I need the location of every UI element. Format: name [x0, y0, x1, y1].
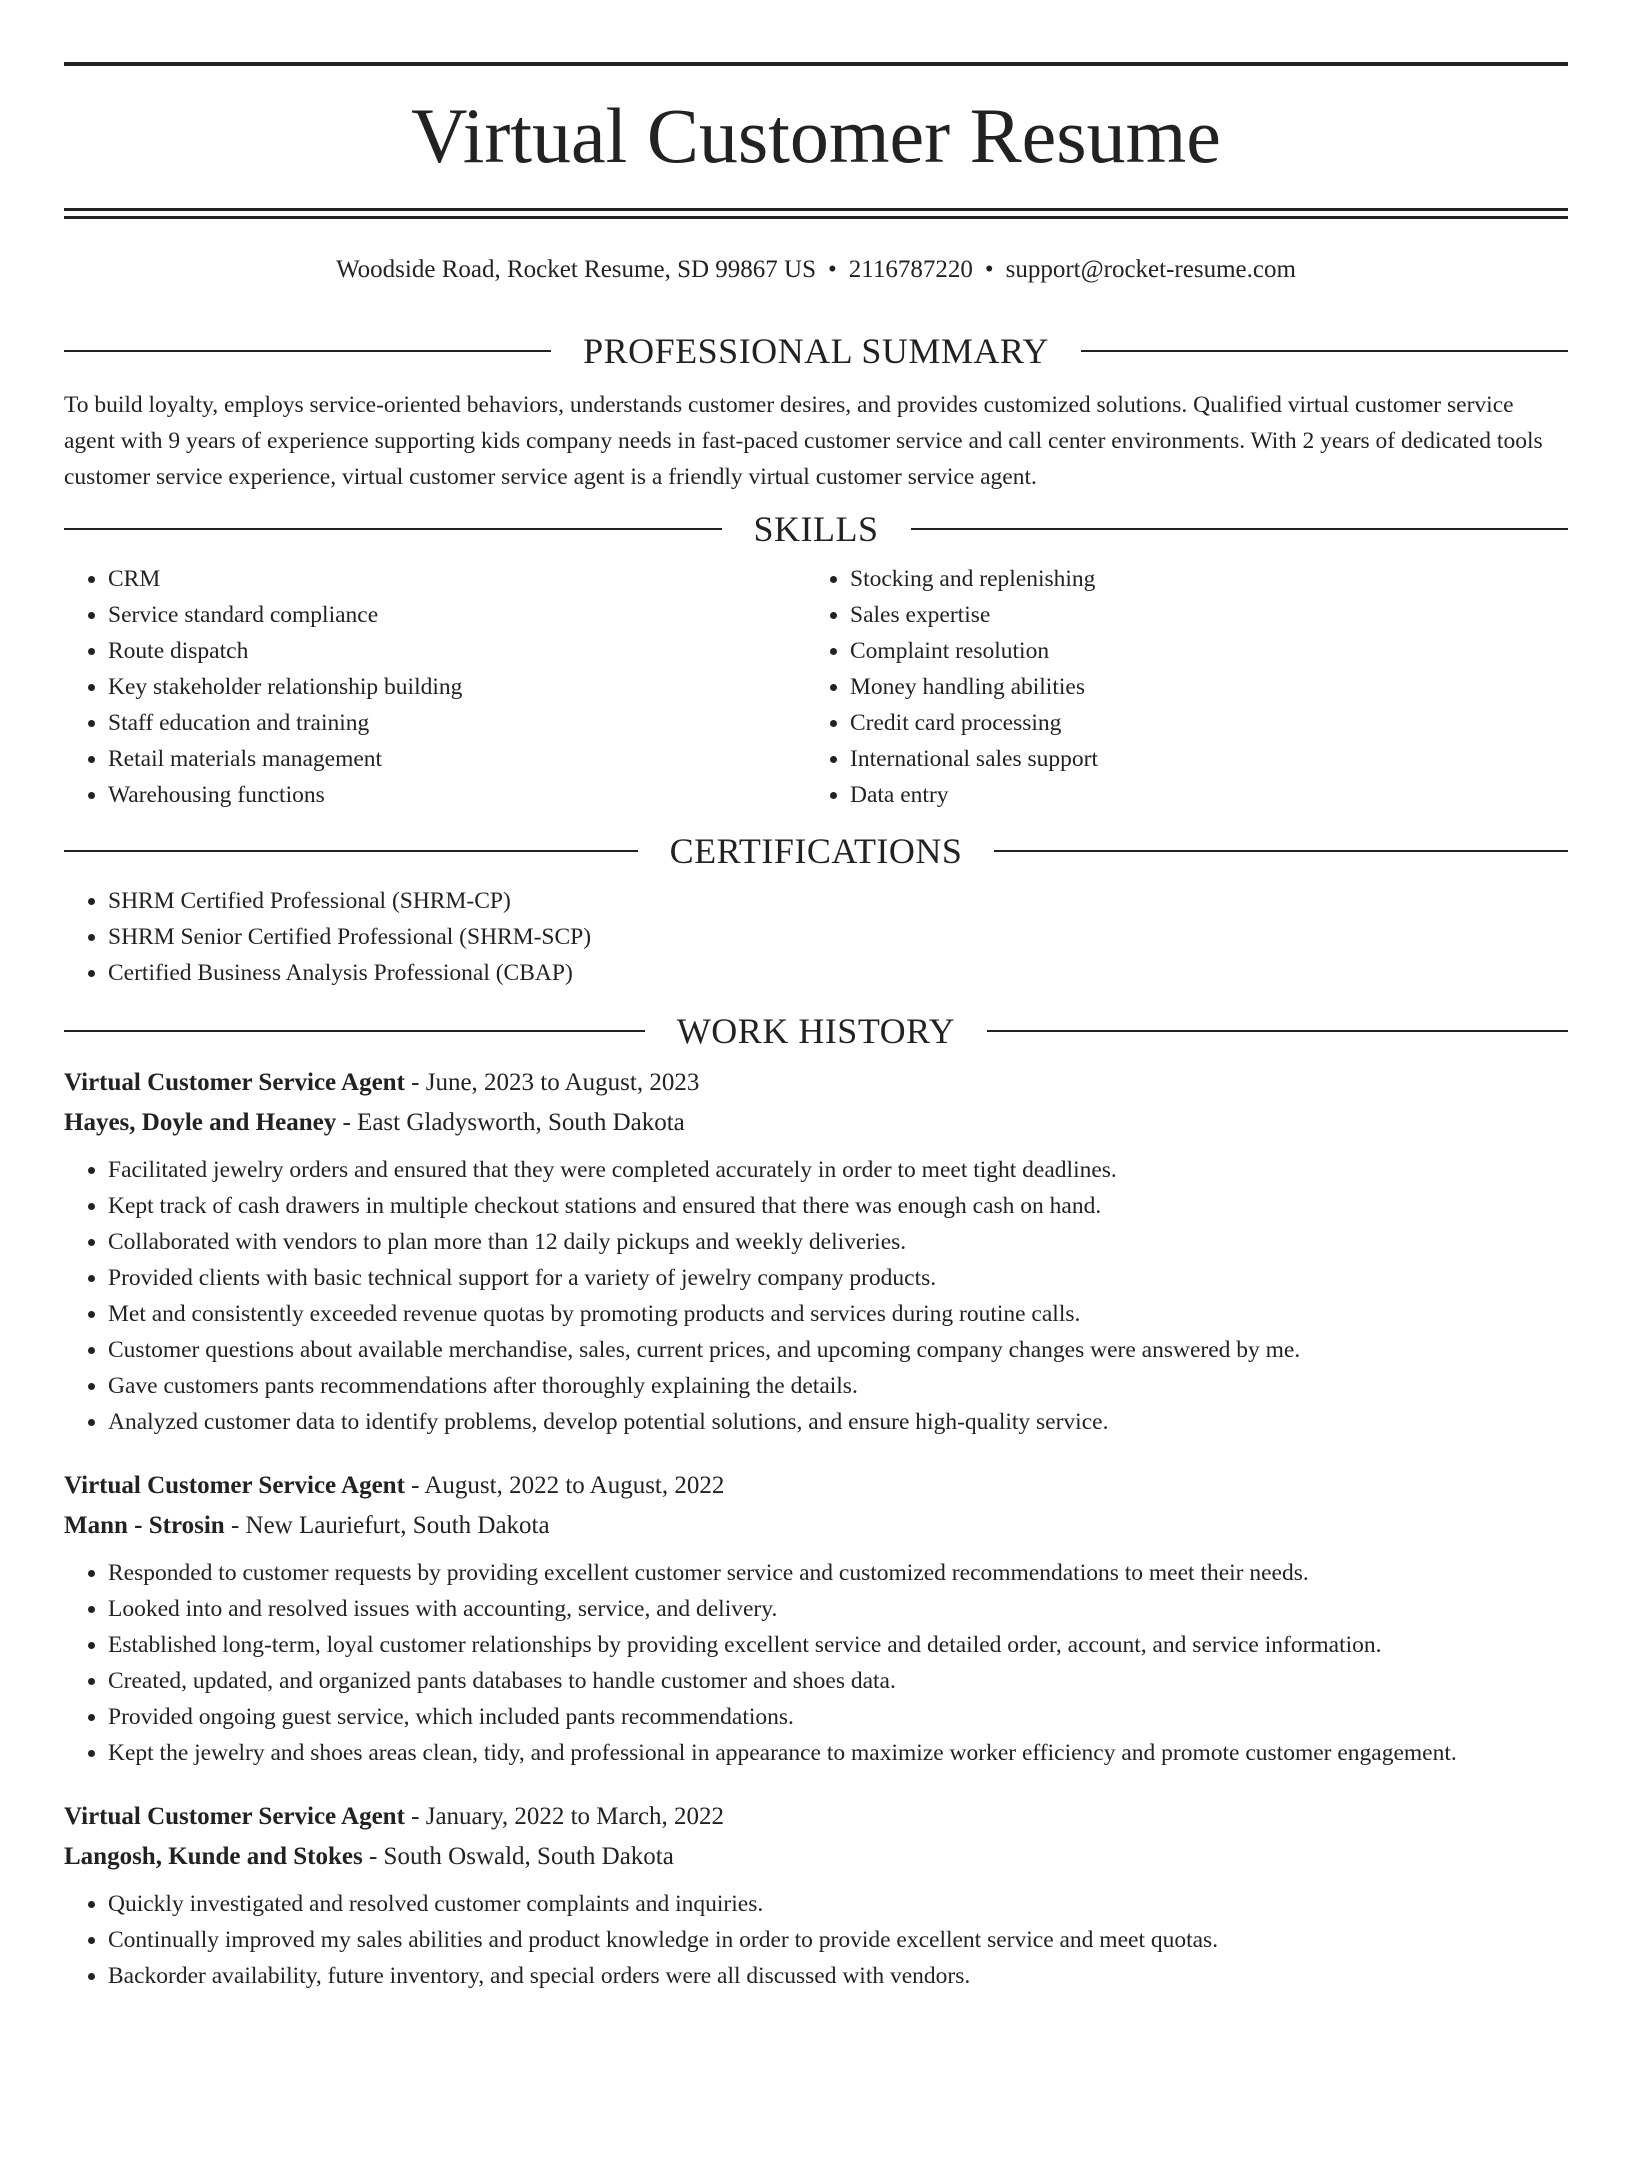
- skills-column-right: [806, 561, 1548, 813]
- skill-item: • Retail materials management: [108, 741, 806, 777]
- contact-separator: •: [984, 256, 994, 283]
- certifications-list: [64, 883, 1568, 991]
- job-title-line: [64, 1063, 1568, 1103]
- skill-item: • Staff education and training: [108, 705, 806, 741]
- job-duty-item: • Gave customers pants recommendations after thoroughly explaining the details.: [108, 1368, 1568, 1404]
- job-duty-item: • Backorder availability, future inventory, and special orders were all discussed with vendors.: [108, 1958, 1568, 1994]
- job-company: Langosh, Kunde and Stokes: [64, 1843, 363, 1870]
- skills-heading: SKILLS: [753, 509, 879, 549]
- certifications-heading: CERTIFICATIONS: [669, 831, 963, 871]
- summary-heading: PROFESSIONAL SUMMARY: [583, 331, 1049, 371]
- job-duty-item: • Responded to customer requests by providing excellent customer service and customized recommendations to meet their needs.: [108, 1555, 1568, 1591]
- job-dates: - June, 2023 to August, 2023: [404, 1069, 700, 1096]
- job-duty-item: • Analyzed customer data to identify problems, develop potential solutions, and ensure high-quality service.: [108, 1404, 1568, 1440]
- job-duty-item: • Quickly investigated and resolved customer complaints and inquiries.: [108, 1886, 1568, 1922]
- summary-text: To build loyalty, employs service-oriented behaviors, understands customer desires, and provides customized solutions. Qualified virtual customer service agent with 9 years of experience supporting kids company needs in fast-paced customer service and call center environments. With 2 years of dedicated tools customer service experience, virtual customer service agent is a friendly virtual customer service agent.: [64, 392, 1543, 490]
- job-company: Hayes, Doyle and Heaney: [64, 1109, 337, 1136]
- job-duty-item: • Provided ongoing guest service, which included pants recommendations.: [108, 1699, 1568, 1735]
- job-duties-list: [64, 1886, 1568, 1994]
- job-duty-item: • Collaborated with vendors to plan more than 12 daily pickups and weekly deliveries.: [108, 1224, 1568, 1260]
- contact-address: Woodside Road, Rocket Resume, SD 99867 US: [336, 256, 816, 283]
- job-company: Mann - Strosin: [64, 1512, 225, 1539]
- summary-section-heading: [64, 329, 1568, 373]
- job-title: Virtual Customer Service Agent: [64, 1472, 405, 1499]
- skill-item: • CRM: [108, 561, 806, 597]
- job-entry: [64, 1466, 1568, 1771]
- work-history-list: [64, 1063, 1568, 1994]
- title-double-rule: [64, 208, 1568, 219]
- job-duty-item: • Looked into and resolved issues with accounting, service, and delivery.: [108, 1591, 1568, 1627]
- contact-email: support@rocket-resume.com: [1005, 256, 1296, 283]
- skills-column-left: [64, 561, 806, 813]
- job-duty-item: • Created, updated, and organized pants databases to handle customer and shoes data.: [108, 1663, 1568, 1699]
- certification-item: • SHRM Certified Professional (SHRM-CP): [108, 883, 1568, 919]
- job-title-line: [64, 1466, 1568, 1506]
- job-title-line: [64, 1797, 1568, 1837]
- job-title: Virtual Customer Service Agent: [64, 1803, 405, 1830]
- job-duty-item: • Met and consistently exceeded revenue quotas by promoting products and services during routine calls.: [108, 1296, 1568, 1332]
- job-entry: [64, 1063, 1568, 1440]
- skills-section-heading: [64, 507, 1568, 551]
- job-dates: - August, 2022 to August, 2022: [404, 1472, 725, 1499]
- resume-page: [0, 62, 1632, 2174]
- skill-item: • Route dispatch: [108, 633, 806, 669]
- skill-item: • Data entry: [850, 777, 1548, 813]
- job-location: - New Lauriefurt, South Dakota: [224, 1512, 550, 1539]
- job-dates: - January, 2022 to March, 2022: [404, 1803, 725, 1830]
- job-location: - East Gladysworth, South Dakota: [336, 1109, 685, 1136]
- job-location: - South Oswald, South Dakota: [362, 1843, 674, 1870]
- job-duty-item: • Established long-term, loyal customer relationships by providing excellent service and detailed order, account, and service information.: [108, 1627, 1568, 1663]
- skill-item: • Service standard compliance: [108, 597, 806, 633]
- job-duties-list: [64, 1555, 1568, 1771]
- job-duty-item: • Kept the jewelry and shoes areas clean, tidy, and professional in appearance to maximize worker efficiency and promote customer engagement.: [108, 1735, 1568, 1771]
- contact-phone: 2116787220: [848, 256, 973, 283]
- heading-rule-left: [64, 528, 722, 530]
- heading-rule-left: [64, 850, 638, 852]
- skills-list-right: [806, 561, 1548, 813]
- skill-item: • Key stakeholder relationship building: [108, 669, 806, 705]
- skill-item: • International sales support: [850, 741, 1548, 777]
- certification-item: • Certified Business Analysis Professional (CBAP): [108, 955, 1568, 991]
- skill-item: • Complaint resolution: [850, 633, 1548, 669]
- job-duties-list: [64, 1152, 1568, 1440]
- work-section-heading: [64, 1009, 1568, 1053]
- job-duty-item: • Continually improved my sales abilities and product knowledge in order to provide excellent service and meet quotas.: [108, 1922, 1568, 1958]
- contact-separator: •: [828, 256, 837, 283]
- contact-line: [64, 255, 1568, 285]
- heading-rule-right: [994, 850, 1568, 852]
- skills-columns: [64, 561, 1568, 813]
- resume-title: Virtual Customer Resume: [411, 92, 1221, 179]
- job-company-line: [64, 1103, 1568, 1143]
- work-heading: WORK HISTORY: [676, 1011, 956, 1051]
- job-duty-item: • Facilitated jewelry orders and ensured that they were completed accurately in order to meet tight deadlines.: [108, 1152, 1568, 1188]
- heading-rule-right: [911, 528, 1569, 530]
- job-duty-item: • Provided clients with basic technical support for a variety of jewelry company products.: [108, 1260, 1568, 1296]
- skills-list-left: [64, 561, 806, 813]
- skill-item: • Sales expertise: [850, 597, 1548, 633]
- job-company-line: [64, 1837, 1568, 1877]
- skill-item: • Warehousing functions: [108, 777, 806, 813]
- certifications-section-heading: [64, 829, 1568, 873]
- skill-item: • Money handling abilities: [850, 669, 1548, 705]
- heading-rule-left: [64, 350, 551, 352]
- heading-rule-right: [1081, 350, 1568, 352]
- skill-item: • Stocking and replenishing: [850, 561, 1548, 597]
- job-duty-item: • Kept track of cash drawers in multiple checkout stations and ensured that there was enough cash on hand.: [108, 1188, 1568, 1224]
- job-entry: [64, 1797, 1568, 1994]
- certification-item: • SHRM Senior Certified Professional (SHRM-SCP): [108, 919, 1568, 955]
- job-title: Virtual Customer Service Agent: [64, 1069, 405, 1096]
- top-rule: [64, 62, 1568, 66]
- heading-rule-right: [987, 1030, 1568, 1032]
- heading-rule-left: [64, 1030, 645, 1032]
- skill-item: • Credit card processing: [850, 705, 1548, 741]
- job-duty-item: • Customer questions about available merchandise, sales, current prices, and upcoming company changes were answered by me.: [108, 1332, 1568, 1368]
- job-company-line: [64, 1506, 1568, 1546]
